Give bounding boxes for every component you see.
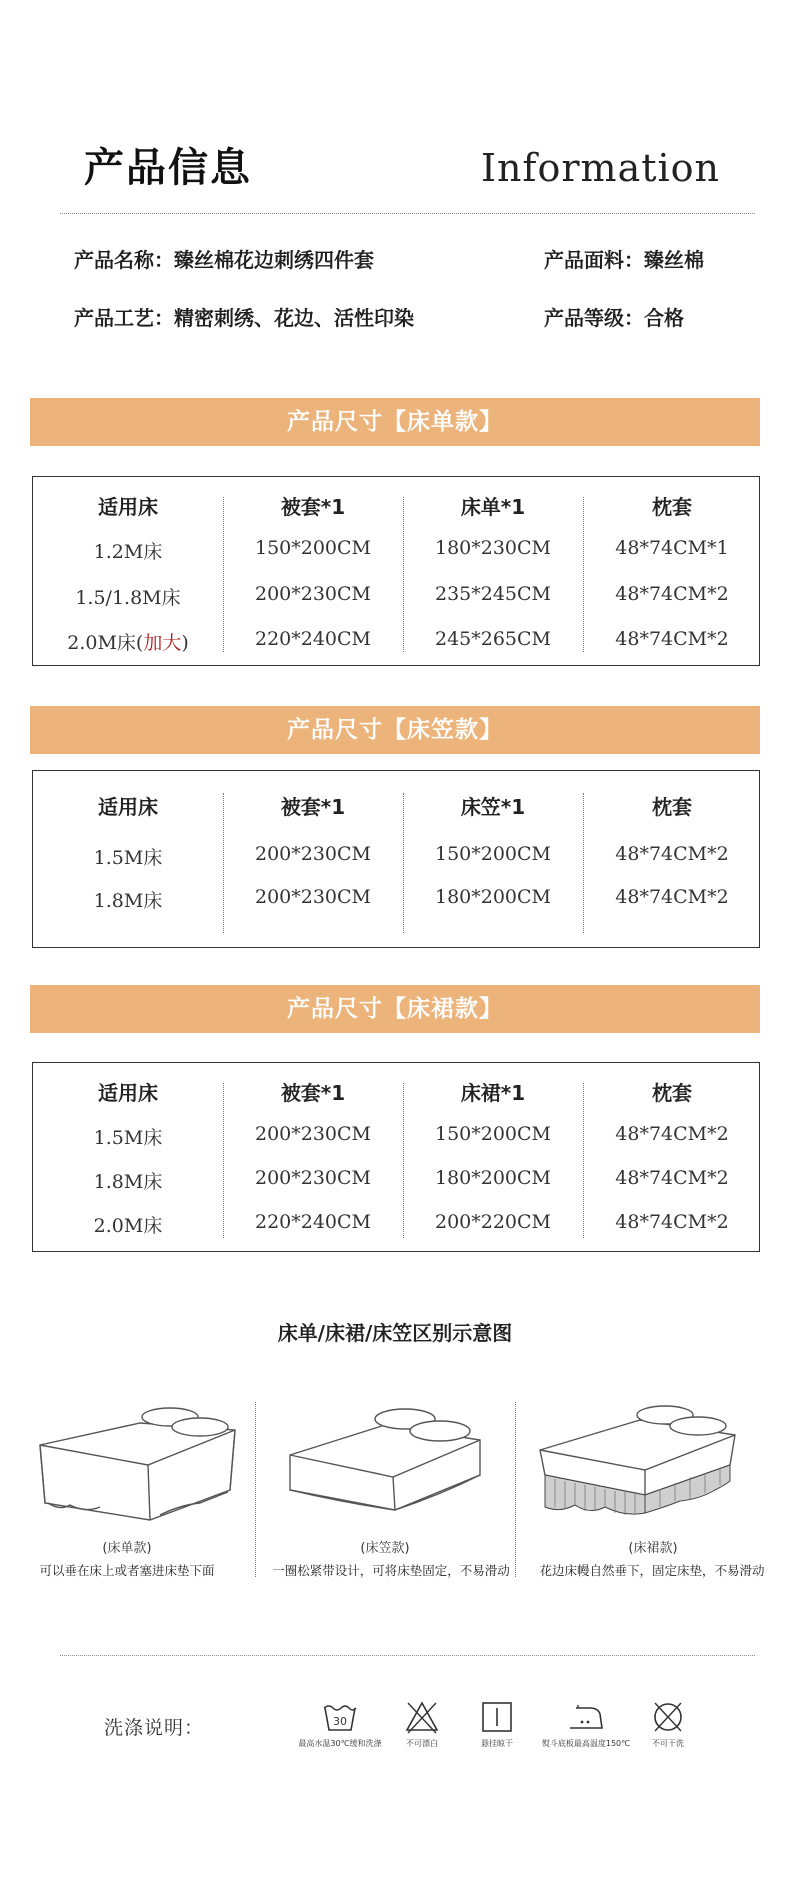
table-cell: 48*74CM*2	[615, 843, 729, 865]
table-header: 适用床	[98, 795, 158, 819]
diagram-divider	[515, 1402, 516, 1577]
diagram-desc: 一圈松紧带设计，可将床垫固定，不易滑动	[272, 1563, 510, 1578]
table-cell: 1.8M床	[93, 890, 163, 912]
table-header: 床单*1	[460, 495, 526, 519]
header-divider	[60, 213, 755, 214]
product-name: 产品名称：臻丝棉花边刺绣四件套	[74, 248, 374, 272]
table-header: 枕套	[652, 795, 692, 819]
column-duvet	[223, 477, 403, 665]
table-cell: 220*240CM	[254, 628, 372, 650]
column-bed	[33, 771, 223, 947]
table-cell: 200*230CM	[254, 583, 372, 605]
size-band-skirt: 产品尺寸【床裙款】	[30, 985, 760, 1033]
column-divider	[403, 497, 404, 652]
table-header: 适用床	[98, 495, 158, 519]
column-divider	[223, 793, 224, 933]
table-cell: 150*200CM	[434, 843, 552, 865]
table-header: 枕套	[652, 495, 692, 519]
column-duvet	[223, 1063, 403, 1251]
diagram-caption: (床笠款)	[360, 1541, 410, 1556]
column-pillowcase	[583, 771, 761, 947]
column-divider	[403, 1083, 404, 1238]
table-cell: 220*240CM	[254, 1211, 372, 1233]
diagram-title: 床单/床裙/床笠区别示意图	[277, 1321, 513, 1345]
wash-30-icon	[322, 1700, 358, 1734]
table-cell: 200*230CM	[254, 843, 372, 865]
footer-divider	[60, 1655, 755, 1656]
diagram-desc: 花边床幔自然垂下，固定床垫，不易滑动	[539, 1563, 765, 1578]
table-cell: 1.2M床	[93, 541, 163, 563]
size-table-sheet	[32, 476, 760, 666]
table-cell	[33, 628, 223, 655]
column-bed	[33, 1063, 223, 1251]
flat-sheet-illustration	[30, 1395, 270, 1525]
table-cell: 180*200CM	[434, 1167, 552, 1189]
column-divider	[583, 1083, 584, 1238]
table-cell: 48*74CM*2	[615, 1123, 729, 1145]
table-cell: 1.5M床	[93, 1127, 163, 1149]
page-title-en: Information	[480, 146, 720, 190]
wash-item	[447, 1700, 547, 1749]
size-band-fitted: 产品尺寸【床笠款】	[30, 706, 760, 754]
bed-note-open: (	[135, 632, 144, 654]
column-divider	[583, 497, 584, 652]
column-pillowcase	[583, 477, 761, 665]
bed-note-enlarged: 加大	[143, 632, 182, 654]
column-sheet	[403, 477, 583, 665]
diagram-desc: 可以垂在床上或者塞进床垫下面	[39, 1563, 215, 1578]
product-craft: 产品工艺：精密刺绣、花边、活性印染	[74, 306, 414, 330]
table-cell: 48*74CM*2	[615, 628, 729, 650]
table-header: 适用床	[98, 1081, 158, 1105]
column-duvet	[223, 771, 403, 947]
hang-dry-icon	[479, 1700, 515, 1734]
product-fabric: 产品面料：臻丝棉	[544, 248, 704, 272]
table-cell: 48*74CM*2	[615, 1167, 729, 1189]
table-cell: 48*74CM*1	[615, 537, 729, 559]
diagram-caption: (床单款)	[102, 1541, 152, 1556]
table-cell: 1.8M床	[93, 1171, 163, 1193]
table-cell: 180*200CM	[434, 886, 552, 908]
wash-item	[618, 1700, 718, 1749]
fitted-sheet-illustration	[275, 1395, 515, 1525]
table-cell: 150*200CM	[434, 1123, 552, 1145]
wash-caption: 最高水温30℃缓和洗涤	[298, 1739, 382, 1748]
wash-label: 洗涤说明：	[104, 1717, 205, 1739]
size-table-fitted	[32, 770, 760, 948]
table-cell: 200*230CM	[254, 1167, 372, 1189]
no-dry-clean-icon	[650, 1700, 686, 1734]
info-header	[60, 128, 760, 198]
table-cell: 48*74CM*2	[615, 583, 729, 605]
diagram-caption: (床裙款)	[628, 1541, 678, 1556]
column-skirt	[403, 1063, 583, 1251]
table-header: 床裙*1	[460, 1081, 526, 1105]
table-header: 被套*1	[280, 1081, 346, 1105]
iron-150-icon	[566, 1700, 606, 1734]
column-fitted	[403, 771, 583, 947]
column-bed	[33, 477, 223, 665]
table-cell: 150*200CM	[254, 537, 372, 559]
page-title: 产品信息	[84, 145, 252, 191]
table-cell: 48*74CM*2	[615, 1211, 729, 1233]
product-grade: 产品等级：合格	[544, 306, 684, 330]
column-divider	[223, 497, 224, 652]
table-cell: 180*230CM	[434, 537, 552, 559]
column-divider	[223, 1083, 224, 1238]
no-bleach-icon	[404, 1700, 440, 1734]
wash-caption: 熨斗底板最高温度150℃	[541, 1739, 631, 1748]
bed-skirt-illustration	[530, 1395, 770, 1525]
table-header: 被套*1	[280, 795, 346, 819]
column-pillowcase	[583, 1063, 761, 1251]
wash-caption: 不可干洗	[652, 1739, 684, 1748]
table-cell: 235*245CM	[434, 583, 552, 605]
wash-caption: 悬挂晾干	[481, 1739, 513, 1748]
size-band-sheet: 产品尺寸【床单款】	[30, 398, 760, 446]
wash-caption: 不可漂白	[406, 1739, 438, 1748]
table-cell: 1.5M床	[93, 847, 163, 869]
size-table-skirt	[32, 1062, 760, 1252]
table-header: 被套*1	[280, 495, 346, 519]
table-header: 床笠*1	[460, 795, 526, 819]
table-cell: 1.5/1.8M床	[75, 587, 181, 609]
table-cell: 200*230CM	[254, 1123, 372, 1145]
table-header: 枕套	[652, 1081, 692, 1105]
table-cell: 200*230CM	[254, 886, 372, 908]
table-cell: 2.0M床	[93, 1215, 163, 1237]
column-divider	[583, 793, 584, 933]
table-cell: 200*220CM	[434, 1211, 552, 1233]
table-cell-bed: 2.0M床	[67, 632, 136, 654]
table-cell: 48*74CM*2	[615, 886, 729, 908]
wash-temperature-text: 30	[333, 1715, 347, 1728]
bed-note-close: )	[181, 632, 189, 654]
column-divider	[403, 793, 404, 933]
table-cell: 245*265CM	[434, 628, 552, 650]
